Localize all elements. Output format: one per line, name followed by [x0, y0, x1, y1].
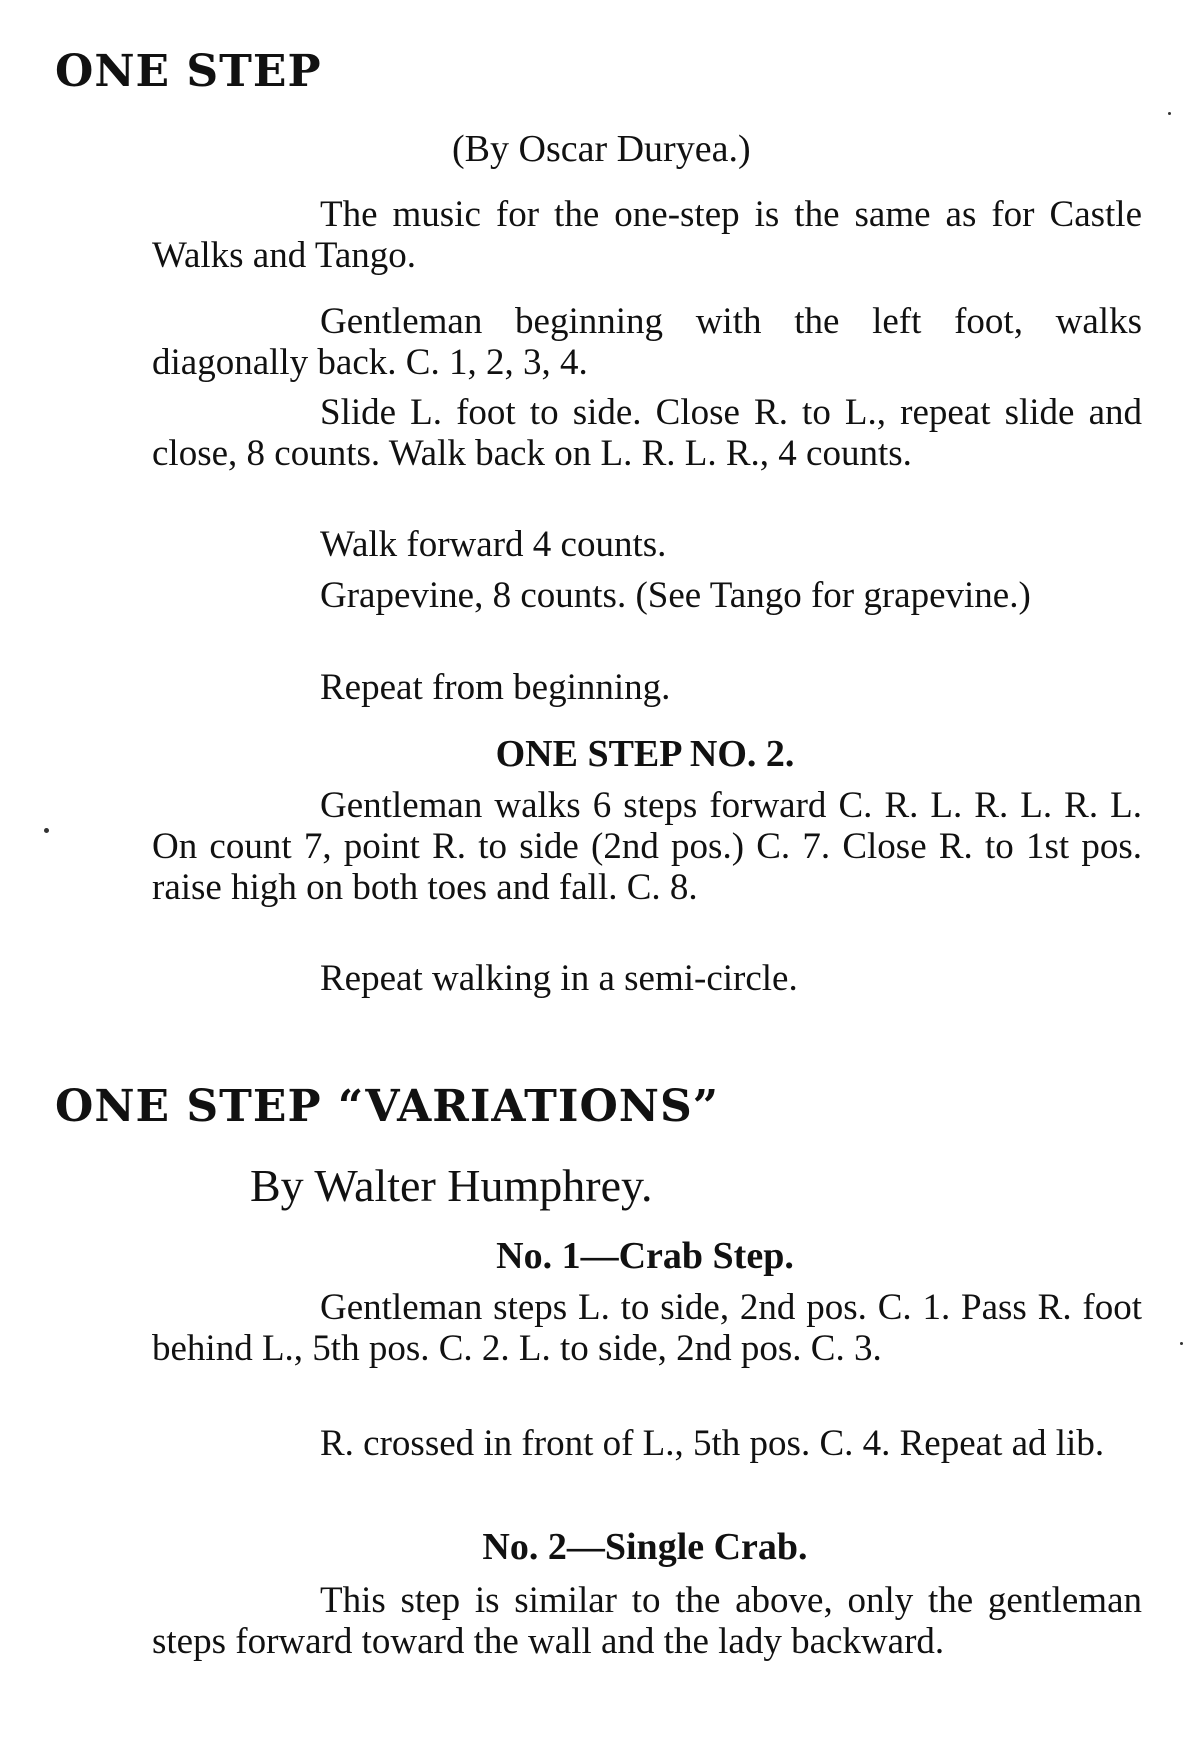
paragraph-music: The music for the one-step is the same as for Castle Walks and Tango. — [152, 194, 1142, 276]
section-title-one-step: ONE STEP — [55, 46, 322, 97]
byline-oscar-duryea: (By Oscar Duryea.) — [452, 128, 751, 170]
scan-speck — [1168, 112, 1171, 115]
scan-speck — [1180, 1342, 1183, 1345]
byline-walter-humphrey: By Walter Humphrey. — [250, 1160, 653, 1211]
subhead-single-crab: No. 2—Single Crab. — [482, 1526, 808, 1568]
paragraph-gentleman-begins: Gentleman beginning with the left foot, walks diagonally back. C. 1, 2, 3, 4. — [152, 301, 1142, 383]
scan-speck — [44, 828, 49, 833]
paragraph-walks-6-steps: Gentleman walks 6 steps forward C. R. L. R. L. R. L. On count 7, point R. to side (2nd pos.) C. 7. Close R. to 1st pos. raise high on both toes and fall. C. 8. — [152, 785, 1142, 908]
paragraph-crab-step-2: R. crossed in front of L., 5th pos. C. 4. Repeat ad lib. — [320, 1423, 1105, 1464]
paragraph-semi-circle: Repeat walking in a semi-circle. — [320, 958, 798, 999]
section-title-variations: ONE STEP “VARIATIONS” — [55, 1081, 720, 1132]
paragraph-crab-step-1: Gentleman steps L. to side, 2nd pos. C. 1. Pass R. foot behind L., 5th pos. C. 2. L. to side, 2nd pos. C. 3. — [152, 1287, 1142, 1369]
paragraph-walk-forward: Walk forward 4 counts. — [320, 524, 667, 565]
subhead-one-step-no-2: ONE STEP NO. 2. — [495, 733, 795, 775]
paragraph-slide: Slide L. foot to side. Close R. to L., repeat slide and close, 8 counts. Walk back on L. R. L. R., 4 counts. — [152, 392, 1142, 474]
paragraph-grapevine: Grapevine, 8 counts. (See Tango for grapevine.) — [320, 575, 1031, 616]
paragraph-repeat: Repeat from beginning. — [320, 667, 671, 708]
subhead-crab-step: No. 1—Crab Step. — [496, 1235, 794, 1277]
paragraph-single-crab: This step is similar to the above, only the gentleman steps forward toward the wall and the lady backward. — [152, 1580, 1142, 1662]
